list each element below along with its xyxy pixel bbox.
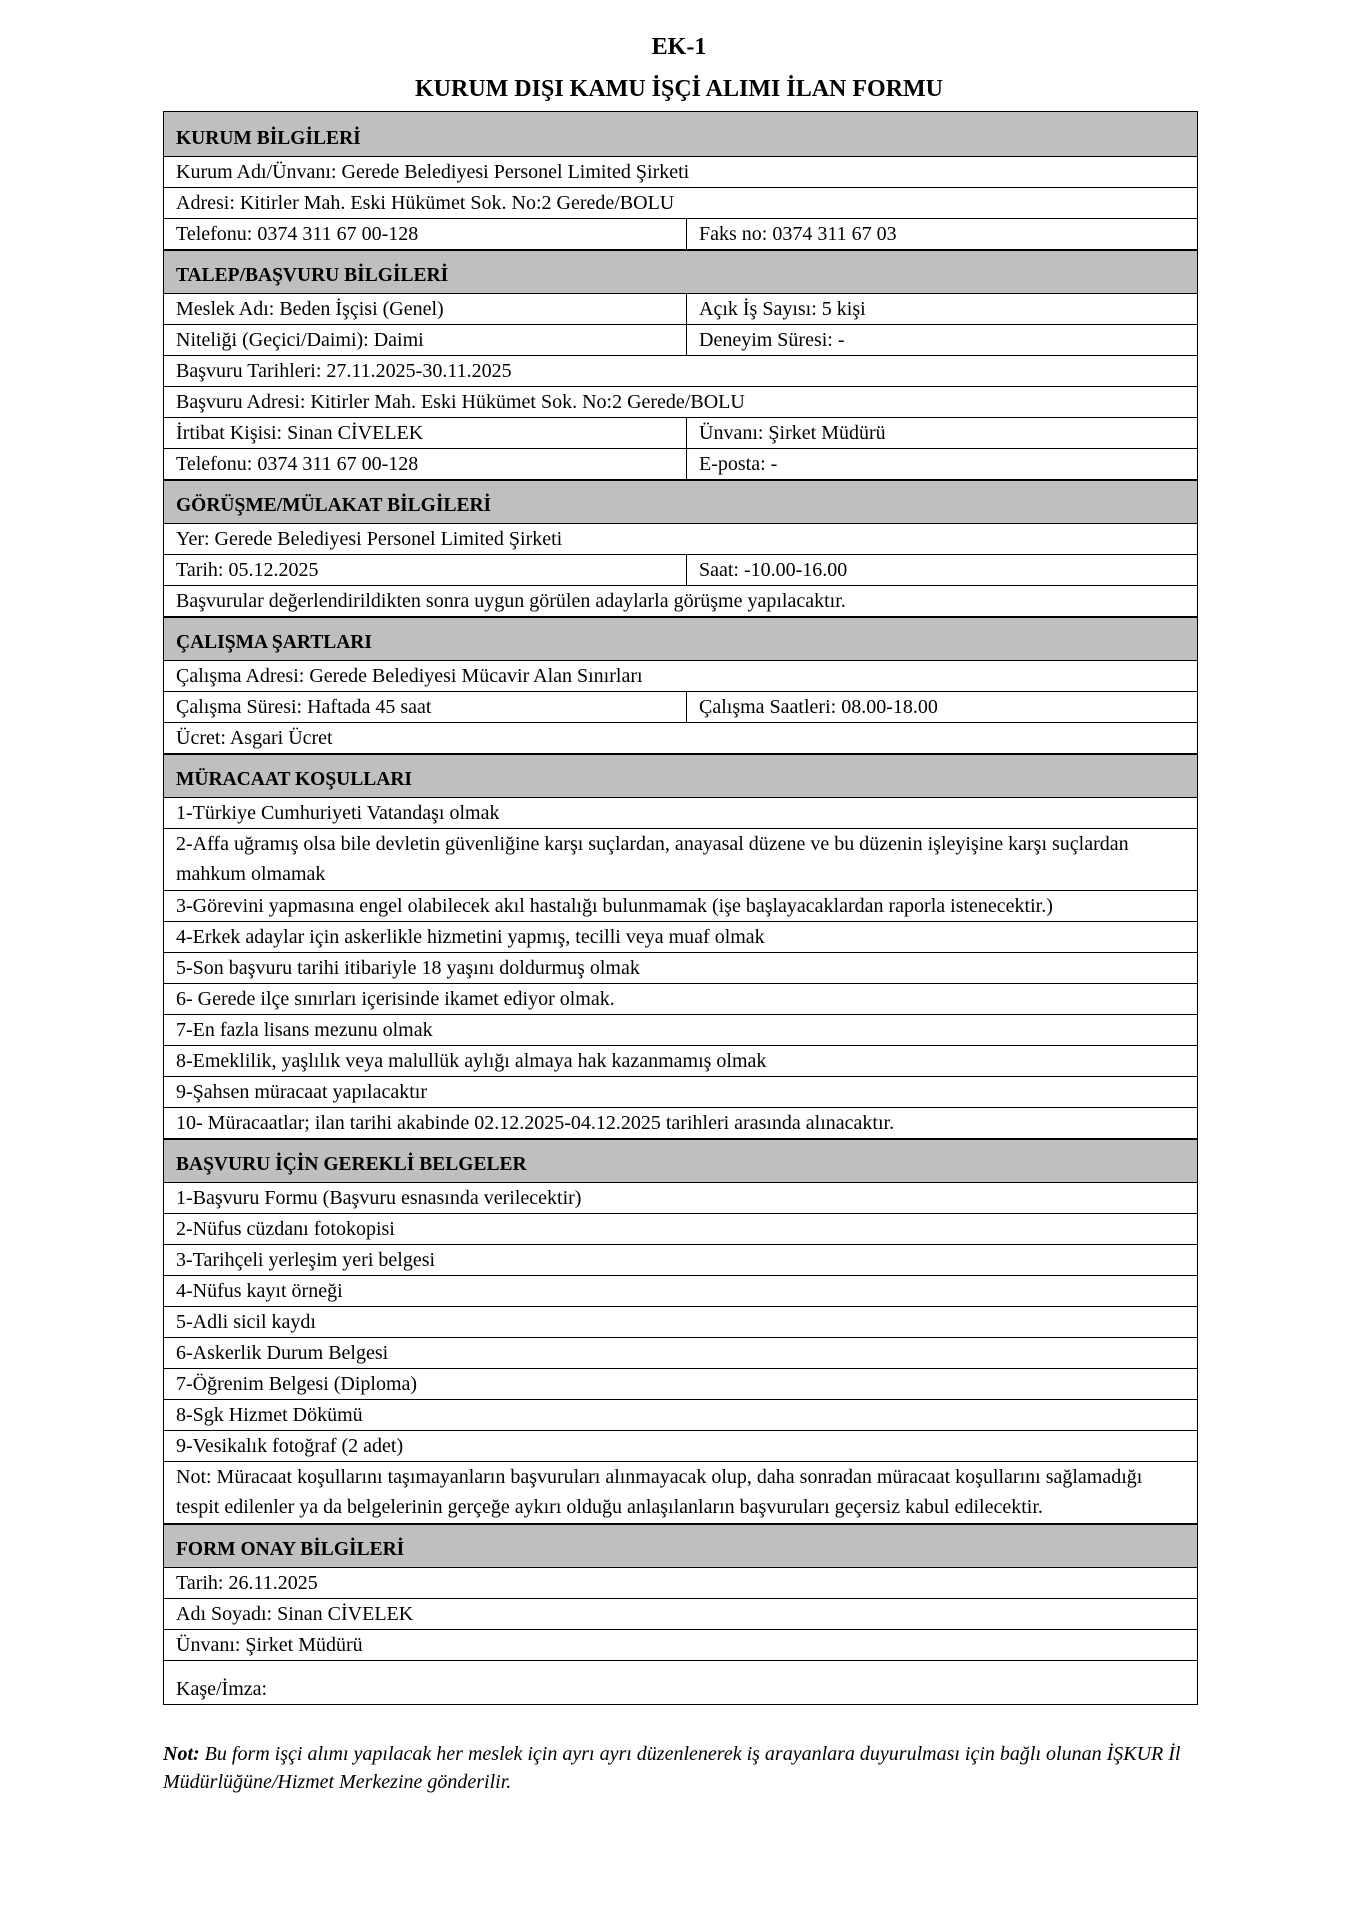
form-field: 6- Gerede ilçe sınırları içerisinde ikamet ediyor olmak.	[176, 988, 615, 1010]
form-field: Deneyim Süresi: -	[699, 329, 845, 351]
form-row	[164, 983, 1197, 1014]
form-row	[164, 1368, 1197, 1399]
section-header	[164, 112, 1197, 156]
form-row	[164, 1014, 1197, 1045]
section-title: GÖRÜŞME/MÜLAKAT BİLGİLERİ	[176, 495, 492, 516]
form-row	[164, 386, 1197, 417]
form-row	[164, 890, 1197, 921]
form-field: 6-Askerlik Durum Belgesi	[176, 1342, 389, 1364]
form-row	[164, 921, 1197, 952]
form-field: Telefonu: 0374 311 67 00-128	[164, 219, 687, 249]
form-field: Açık İş Sayısı: 5 kişi	[699, 298, 866, 320]
form-field: 9-Şahsen müracaat yapılacaktır	[176, 1081, 427, 1103]
section-header	[164, 249, 1197, 293]
form-row	[164, 1275, 1197, 1306]
section-header	[164, 1138, 1197, 1182]
form-row	[164, 1660, 1197, 1704]
form-field: Niteliği (Geçici/Daimi): Daimi	[164, 325, 687, 355]
form-row	[164, 1430, 1197, 1461]
footer-note-text: Bu form işçi alımı yapılacak her meslek için ayrı ayrı düzenlenerek iş arayanlara duyurulması için bağlı olunan İŞKUR İl Müdürlüğüne/Hizmet Merkezine gönderilir.	[163, 1743, 1181, 1793]
form-row	[164, 1244, 1197, 1275]
form-row	[164, 448, 1197, 479]
form-row	[164, 952, 1197, 983]
section-header	[164, 616, 1197, 660]
form-field: Faks no: 0374 311 67 03	[699, 223, 897, 245]
form-row	[164, 1213, 1197, 1244]
annex-label: EK-1	[651, 34, 707, 60]
form-row	[164, 1182, 1197, 1213]
form-row	[164, 554, 1197, 585]
form-field: Çalışma Saatleri: 08.00-18.00	[699, 696, 938, 718]
form-row	[164, 187, 1197, 218]
form-row	[164, 1567, 1197, 1598]
form-field: 1-Türkiye Cumhuriyeti Vatandaşı olmak	[176, 802, 500, 824]
form-field: Kaşe/İmza:	[176, 1678, 268, 1700]
form-field: Ünvanı: Şirket Müdürü	[699, 422, 886, 444]
form-row	[164, 523, 1197, 554]
form-row	[164, 585, 1197, 616]
form-field: 4-Nüfus kayıt örneği	[176, 1280, 343, 1302]
form-field: 5-Son başvuru tarihi itibariyle 18 yaşını doldurmuş olmak	[176, 957, 640, 979]
form-field: Yer: Gerede Belediyesi Personel Limited Şirketi	[176, 528, 563, 550]
form-field: Ücret: Asgari Ücret	[176, 727, 333, 749]
form-field: 2-Affa uğramış olsa bile devletin güvenliğine karşı suçlardan, anayasal düzene ve bu düzenin işleyişine karşı suçlardan mahkum olmamak	[176, 833, 1129, 885]
section-title: ÇALIŞMA ŞARTLARI	[176, 632, 372, 653]
form-row	[164, 722, 1197, 753]
form-field: Tarih: 05.12.2025	[164, 555, 687, 585]
form-field: Başvurular değerlendirildikten sonra uygun görülen adaylarla görüşme yapılacaktır.	[176, 590, 846, 612]
form-row	[164, 1629, 1197, 1660]
section-header	[164, 1523, 1197, 1567]
form-row	[164, 218, 1197, 249]
form-row	[164, 293, 1197, 324]
form-field: Başvuru Tarihleri: 27.11.2025-30.11.2025	[176, 360, 512, 382]
announcement-form-table	[163, 111, 1198, 1705]
form-field: 5-Adli sicil kaydı	[176, 1311, 316, 1333]
form-field: Çalışma Süresi: Haftada 45 saat	[164, 692, 687, 722]
form-field: Tarih: 26.11.2025	[176, 1572, 318, 1594]
form-field: Kurum Adı/Ünvanı: Gerede Belediyesi Personel Limited Şirketi	[176, 161, 690, 183]
form-field: Çalışma Adresi: Gerede Belediyesi Mücavir Alan Sınırları	[176, 665, 643, 687]
form-row	[164, 355, 1197, 386]
form-field: 7-En fazla lisans mezunu olmak	[176, 1019, 433, 1041]
section-title: BAŞVURU İÇİN GEREKLİ BELGELER	[176, 1154, 527, 1175]
form-row	[164, 797, 1197, 828]
section-title: MÜRACAAT KOŞULLARI	[176, 769, 413, 790]
form-field: 8-Sgk Hizmet Dökümü	[176, 1404, 363, 1426]
section-header	[164, 479, 1197, 523]
form-field: Başvuru Adresi: Kitirler Mah. Eski Hükümet Sok. No:2 Gerede/BOLU	[176, 391, 745, 413]
form-field: 1-Başvuru Formu (Başvuru esnasında verilecektir)	[176, 1187, 582, 1209]
form-row	[164, 660, 1197, 691]
form-field: Adı Soyadı: Sinan CİVELEK	[176, 1603, 414, 1625]
form-field: 3-Görevini yapmasına engel olabilecek akıl hastalığı bulunmamak (işe başlayacaklardan raporla istenecektir.)	[176, 895, 1053, 917]
form-field: Not: Müracaat koşullarını taşımayanların başvuruları alınmayacak olup, daha sonradan müracaat koşullarını sağlamadığı tespit edilenler ya da belgelerinin gerçeğe aykırı olduğu anlaşılanların başvuruları geçersiz kabul edilecektir.	[176, 1466, 1143, 1518]
section-title: KURUM BİLGİLERİ	[176, 128, 361, 149]
form-field: Telefonu: 0374 311 67 00-128	[164, 449, 687, 479]
form-field: 10- Müracaatlar; ilan tarihi akabinde 02.12.2025-04.12.2025 tarihleri arasında alınacaktır.	[176, 1112, 895, 1134]
form-field: İrtibat Kişisi: Sinan CİVELEK	[164, 418, 687, 448]
section-title: FORM ONAY BİLGİLERİ	[176, 1539, 405, 1560]
form-row	[164, 1306, 1197, 1337]
footer-note-label: Not:	[163, 1743, 200, 1765]
form-field: 2-Nüfus cüzdanı fotokopisi	[176, 1218, 395, 1240]
form-row	[164, 1045, 1197, 1076]
form-row	[164, 691, 1197, 722]
form-field: 9-Vesikalık fotoğraf (2 adet)	[176, 1435, 404, 1457]
form-field: Ünvanı: Şirket Müdürü	[176, 1634, 363, 1656]
form-field: Adresi: Kitirler Mah. Eski Hükümet Sok. No:2 Gerede/BOLU	[176, 192, 675, 214]
footer-note	[163, 1740, 1223, 1796]
form-field: 8-Emeklilik, yaşlılık veya malullük aylığı almaya hak kazanmamış olmak	[176, 1050, 767, 1072]
form-row	[164, 324, 1197, 355]
form-row	[164, 1399, 1197, 1430]
section-title: TALEP/BAŞVURU BİLGİLERİ	[176, 265, 449, 286]
form-row	[164, 1337, 1197, 1368]
form-row	[164, 156, 1197, 187]
form-field: Saat: -10.00-16.00	[699, 559, 848, 581]
form-row	[164, 1461, 1197, 1523]
form-field: 7-Öğrenim Belgesi (Diploma)	[176, 1373, 418, 1395]
form-row	[164, 1107, 1197, 1138]
form-row	[164, 1076, 1197, 1107]
form-field: Meslek Adı: Beden İşçisi (Genel)	[164, 294, 687, 324]
form-row	[164, 828, 1197, 890]
form-title: KURUM DIŞI KAMU İŞÇİ ALIMI İLAN FORMU	[414, 76, 944, 102]
form-row	[164, 417, 1197, 448]
section-header	[164, 753, 1197, 797]
form-field: E-posta: -	[699, 453, 778, 475]
form-row	[164, 1598, 1197, 1629]
form-field: 3-Tarihçeli yerleşim yeri belgesi	[176, 1249, 436, 1271]
form-field: 4-Erkek adaylar için askerlikle hizmetini yapmış, tecilli veya muaf olmak	[176, 926, 765, 948]
